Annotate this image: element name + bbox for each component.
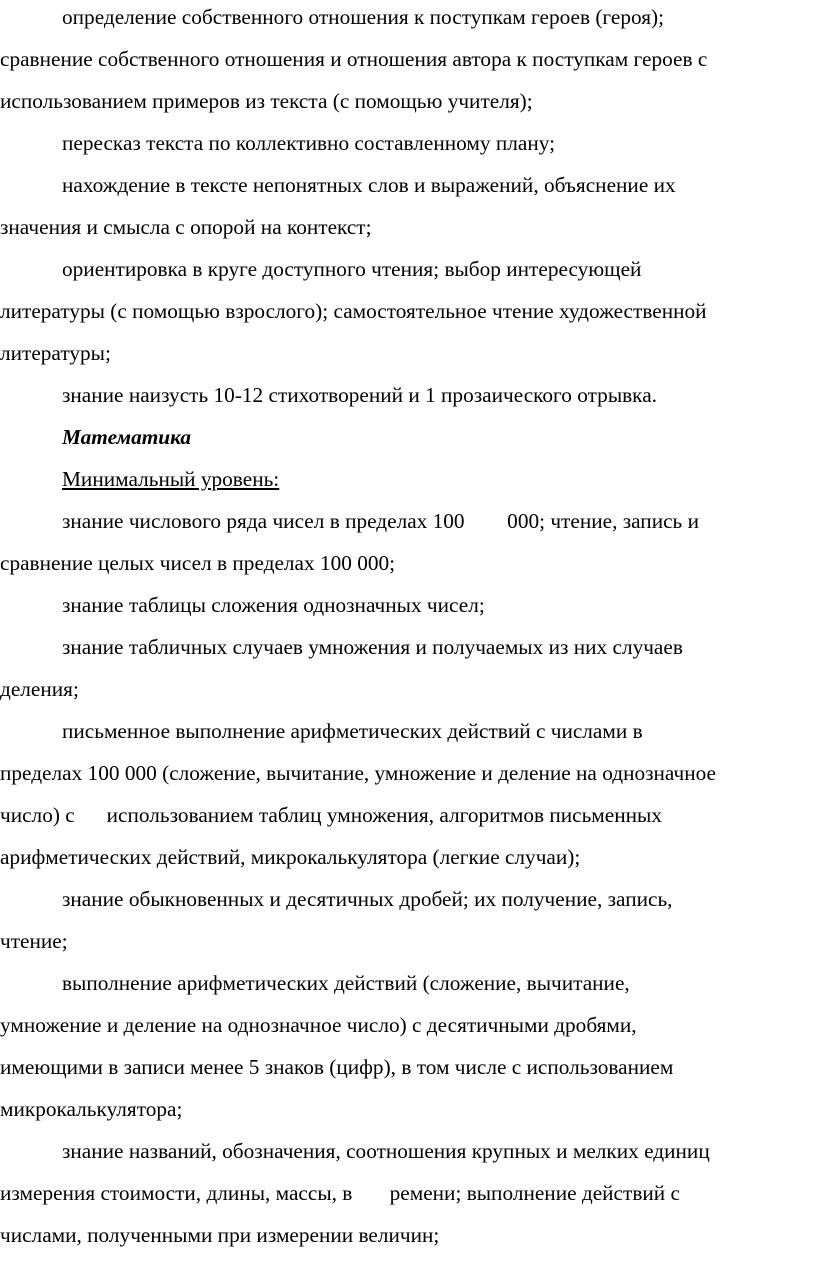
text-line: имеющими в записи менее 5 знаков (цифр), в том числе с использованием (0, 1055, 674, 1079)
text-line: использованием примеров из текста (с помощью учителя); (0, 89, 533, 113)
text-line: литературы; (0, 341, 111, 365)
text-line: выполнение арифметических действий (сложение, вычитание, (62, 971, 630, 995)
subsection-heading: Минимальный уровень: (62, 467, 280, 491)
text-line: письменное выполнение арифметических действий с числами в (62, 719, 643, 743)
text-line: знание названий, обозначения, соотношения крупных и мелких единиц (62, 1139, 710, 1163)
text-line: пределах 100 000 (сложение, вычитание, умножение и деление на однозначное (0, 761, 717, 785)
text-line: чтение; (0, 929, 68, 953)
text-line: числами, полученными при измерении величин; (0, 1223, 440, 1247)
text-line: арифметических действий, микрокалькулятора (легкие случаи); (0, 845, 581, 869)
text-line: микрокалькулятора; (0, 1097, 183, 1121)
text-line: деления; (0, 677, 79, 701)
text-line: знание числового ряда чисел в пределах 100 000; чтение, запись и (62, 509, 699, 533)
text-line: сравнение целых чисел в пределах 100 000; (0, 551, 396, 575)
text-line: пересказ текста по коллективно составленному плану; (62, 131, 556, 155)
section-heading: Математика (62, 425, 192, 449)
text-line: умножение и деление на однозначное число) с десятичными дробями, (0, 1013, 637, 1037)
text-line: знание обыкновенных и десятичных дробей; их получение, запись, (62, 887, 673, 911)
text-line: нахождение в тексте непонятных слов и выражений, объяснение их (62, 173, 676, 197)
text-line: измерения стоимости, длины, массы, в ремени; выполнение действий с (0, 1181, 680, 1205)
text-line: знание таблицы сложения однозначных чисел; (62, 593, 485, 617)
text-line: литературы (с помощью взрослого); самостоятельное чтение художественной (0, 299, 707, 323)
text-line: число) с использованием таблиц умножения, алгоритмов письменных (0, 803, 662, 827)
text-line: значения и смысла с опорой на контекст; (0, 215, 372, 239)
text-line: знание табличных случаев умножения и получаемых из них случаев (62, 635, 683, 659)
text-line: знание наизусть 10-12 стихотворений и 1 прозаического отрывка. (62, 383, 657, 407)
text-line: сравнение собственного отношения и отношения автора к поступкам героев с (0, 47, 708, 71)
text-line: ориентировка в круге доступного чтения; выбор интересующей (62, 257, 642, 281)
text-line: определение собственного отношения к поступкам героев (героя); (62, 5, 665, 29)
